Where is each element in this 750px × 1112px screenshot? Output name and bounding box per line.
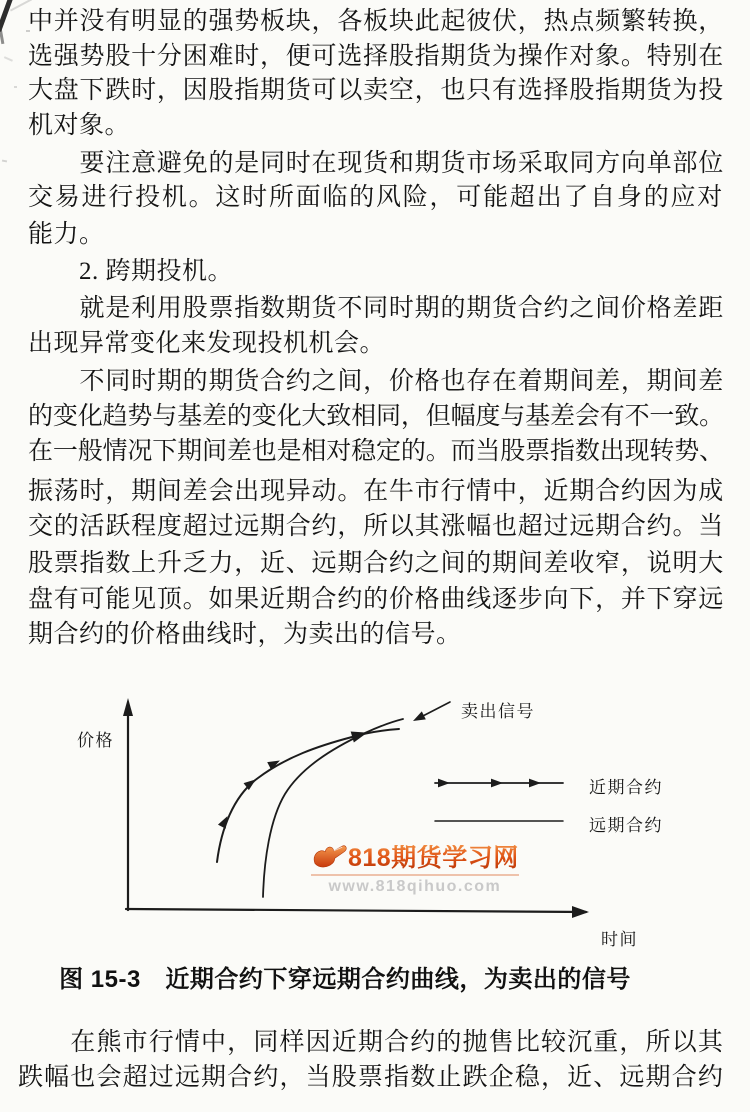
text-line: 跌幅也会超过远期合约，当股票指数止跌企稳，近、远期合约 [18, 1064, 725, 1091]
sell-signal-label: 卖出信号 [461, 702, 535, 721]
text-line: 在熊市行情中，同样因近期合约的抛售比较沉重，所以其 [18, 1029, 725, 1056]
figure-caption: 图 15-3 近期合约下穿远期合约曲线，为卖出的信号 [59, 966, 631, 993]
y-axis-arrowhead [123, 698, 133, 716]
watermark [311, 843, 519, 896]
text-line: 不同时期的期货合约之间，价格也存在着期间差，期间差 [28, 368, 725, 395]
text-line: 能力。 [28, 221, 105, 248]
text-line: 的变化趋势与基差的变化大致相同，但幅度与基差会有不一致。 [28, 403, 725, 430]
watermark-site-name: 818期货学习网 [348, 843, 519, 872]
text-line: 大盘下跌时，因股指期货可以卖空，也只有选择股指期货为投 [28, 77, 725, 104]
scan-mark [14, 86, 17, 88]
x-axis-arrowhead [572, 906, 589, 918]
y-axis-label: 价格 [77, 731, 114, 750]
pointing-hand-logo-icon [311, 843, 347, 872]
text-line: 期合约的价格曲线时，为卖出的信号。 [28, 621, 462, 648]
legend-near-contract-label: 近期合约 [589, 778, 663, 797]
text-line: 机对象。 [28, 112, 131, 139]
text-line: 交的活跃程度超过远期合约，所以其涨幅也超过远期合约。当 [28, 513, 725, 540]
text-line: 盘有可能见顶。如果近期合约的价格曲线逐步向下，并下穿远 [28, 586, 725, 613]
legend-arrow-marker [438, 779, 450, 788]
scan-mark [26, 30, 30, 32]
text-line: 出现异常变化来发现投机机会。 [28, 330, 386, 357]
sell-signal-arrowhead [413, 711, 426, 721]
text-line: 要注意避免的是同时在现货和期货市场采取同方向单部位 [28, 150, 725, 177]
text-line: 选强势股十分困难时，便可选择股指期货为操作对象。特别在 [28, 43, 725, 70]
text-line: 2. 跨期投机。 [28, 258, 234, 285]
text-line: 在一般情况下期间差也是相对稳定的。而当股票指数出现转势、 [28, 438, 725, 465]
text-line: 就是利用股票指数期货不同时期的期货合约之间价格差距 [28, 295, 725, 322]
x-axis-label: 时间 [601, 930, 638, 949]
text-line: 股票指数上升乏力，近、远期合约之间的期间差收窄，说明大 [28, 550, 725, 577]
text-line: 振荡时，期间差会出现异动。在牛市行情中，近期合约因为成 [28, 478, 725, 505]
text-line: 中并没有明显的强势板块，各板块此起彼伏，热点频繁转换， [28, 8, 725, 35]
x-axis [126, 909, 586, 912]
legend-arrow-marker [491, 779, 503, 788]
watermark-logo-row [311, 843, 519, 876]
legend-far-contract-label: 远期合约 [589, 816, 663, 835]
curve-arrow-marker [351, 727, 369, 742]
scan-mark [34, 12, 37, 14]
watermark-site-url: www.818qihuo.com [328, 878, 502, 895]
text-line: 交易进行投机。这时所面临的风险，可能超出了自身的应对 [28, 184, 725, 211]
legend-arrow-marker [529, 779, 541, 788]
